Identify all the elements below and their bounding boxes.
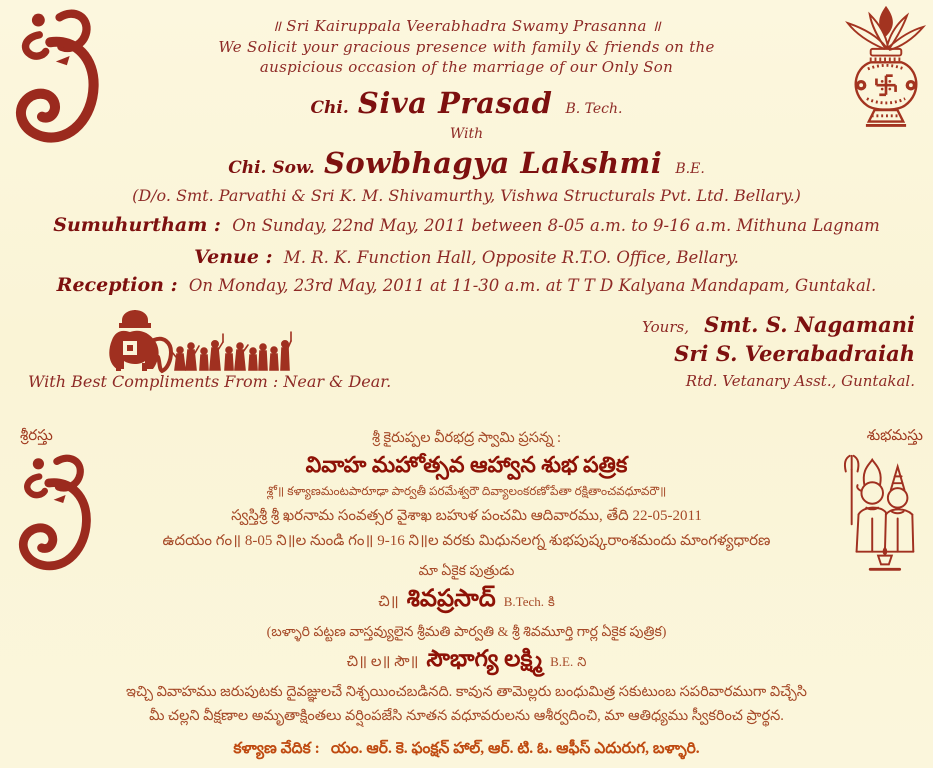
telugu-time-line: ఉదయం గం॥ 8-05 ని॥ల నుండి గం॥ 9-16 ని॥ల వరకు మిధునలగ్న శుభపుష్కరాంశమందు మాంగళ్యధారణ — [162, 533, 771, 549]
venue-text: M. R. K. Function Hall, Opposite R.T.O. Office, Bellary. — [283, 248, 739, 267]
bride-parents-line: (D/o. Smt. Parvathi & Sri K. M. Shivamurthy, Vishwa Structurals Pvt. Ltd. Bellary.) — [132, 186, 801, 205]
telugu-bride-line — [0, 646, 933, 678]
bride-prefix: Chi. Sow. — [228, 158, 315, 178]
compliments-line: With Best Compliments From : Near & Dear. — [28, 372, 392, 391]
telugu-bride-name: సౌభాగ్య లక్ష్మి — [426, 646, 543, 671]
yours-label: Yours, — [642, 318, 689, 336]
muhurtham-label: Sumuhurtham : — [53, 214, 221, 236]
solicit-line-2: auspicious occasion of the marriage of our Only Son — [259, 58, 674, 76]
hosts-block — [642, 312, 915, 390]
telugu-groom-line — [0, 585, 933, 618]
telugu-venue-text: యం. ఆర్. కె. ఫంక్షన్ హాల్, ఆర్. టి. ఓ. ఆఫీస్ ఎదురుగ, బళ్ళారి. — [330, 740, 700, 757]
telugu-venue-line — [0, 738, 933, 761]
telugu-bride-degree: B.E. — [550, 654, 574, 669]
solicit-line-1: We Solicit your gracious presence with family & friends on the — [218, 38, 715, 56]
telugu-bride-parents: (బళ్ళారి పట్టణ వాస్తవ్యులైన శ్రీమతి పార్వతి & శ్రీ శివమూర్తి గార్ల ఏకైక పుత్రిక) — [266, 625, 667, 640]
reception-text: On Monday, 23rd May, 2011 at 11-30 a.m. at T T D Kalyana Mandapam, Guntakal. — [188, 276, 877, 295]
srirastu-label: శ్రీరస్తు — [20, 428, 53, 444]
with-label: With — [449, 126, 484, 142]
groom-line — [0, 86, 933, 120]
subhamastu-label: శుభమస్తు — [866, 428, 923, 444]
host-title: Rtd. Vetanary Asst., Guntakal. — [685, 372, 915, 390]
groom-degree: B. Tech. — [565, 101, 623, 117]
muhurtham-line — [0, 214, 933, 236]
host-name-2: Sri S. Veerabadraiah — [674, 341, 915, 366]
bride-line — [0, 146, 933, 180]
telugu-date-line: స్వస్తిశ్రీ శ్రీ ఖరనామ సంవత్సర వైశాఖ బహుళ పంచమి ఆదివారము, తేది 22-05-2011 — [231, 508, 702, 524]
wedding-procession-icon — [92, 308, 292, 374]
telugu-venue-label: కళ్యాణ వేదిక : — [233, 740, 320, 757]
telugu-title: వివాహ మహోత్సవ ఆహ్వాన శుభ పత్రిక — [305, 452, 628, 477]
telugu-groom-degree: B.Tech. — [503, 594, 544, 609]
telugu-request-line-2: మీ చల్లని వీక్షణాల అమృతాక్షింతలు వర్షింపజేసి నూతన వధూవరులను ఆశీర్వదించి, మా ఆతిధ్యము స్వీకరించ ప్రార్థన. — [149, 708, 784, 724]
telugu-groom-suffix: కి — [547, 594, 555, 609]
telugu-bride-suffix: ని — [577, 654, 587, 669]
venue-label: Venue : — [194, 246, 273, 268]
telugu-son-line: మా ఏకైక పుత్రుడు — [418, 564, 515, 579]
groom-name: Siva Prasad — [357, 86, 553, 120]
invocation-line: ॥ Sri Kairuppala Veerabhadra Swamy Prasanna ॥ — [271, 17, 662, 35]
telugu-bride-prefix: చి॥ ల॥ సౌ॥ — [346, 654, 419, 670]
telugu-groom-name: శివప్రసాద్ — [406, 586, 496, 612]
host-name-1: Smt. S. Nagamani — [704, 312, 915, 337]
groom-prefix: Chi. — [310, 98, 349, 118]
bride-degree: B.E. — [675, 161, 705, 177]
venue-line — [0, 246, 933, 268]
reception-line — [0, 274, 933, 296]
telugu-shloka: శ్లో॥ కళ్యాణమంటపారూఢా పార్వతీ పరమేశ్వరౌ దివ్యాలంకరణోపేతా రక్షితాంచవధూవరౌ॥ — [266, 484, 667, 498]
telugu-invocation: శ్రీ కైరుప్పల వీరభద్ర స్వామి ప్రసన్న : — [371, 430, 562, 446]
muhurtham-text: On Sunday, 22nd May, 2011 between 8-05 a.m. to 9-16 a.m. Mithuna Lagnam — [232, 216, 880, 235]
telugu-groom-prefix: చి॥ — [378, 594, 399, 610]
reception-label: Reception : — [56, 274, 178, 296]
telugu-request-line-1: ఇచ్చి వివాహము జరుపుటకు దైవజ్ఞులచే నిశ్చయించబడినది. కావున తామెల్లరు బంధుమిత్ర సకుటుంబ సపరివారముగా విచ్చేసి — [126, 684, 807, 700]
bride-name: Sowbhagya Lakshmi — [323, 146, 663, 180]
